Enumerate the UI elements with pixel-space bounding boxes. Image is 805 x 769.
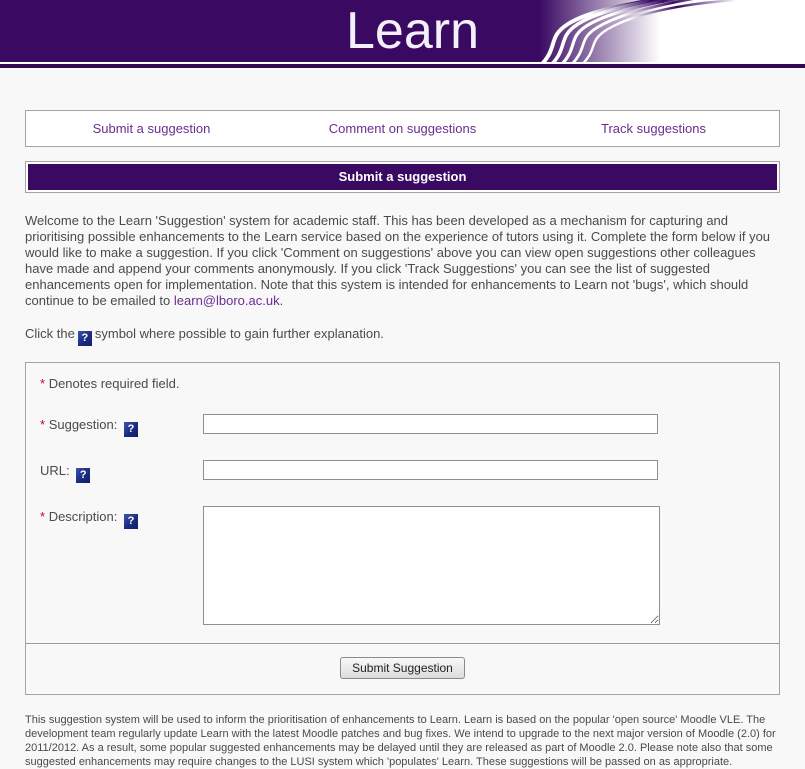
footer-note: This suggestion system will be used to inform the prioritisation of enhancements to Learn. Learn is based on the popular 'open source' Moodle VLE. The development team regularly update Learn with the latest Moodle patches and bug fixes. We intend to upgrade to the next major version of Moodle (2.0) for 2011/2012. As a result, some popular suggested enhancements may be delayed until they are released as part of Moodle 2.0. Please note also that some suggested enhancements may require changes to the LUSI system which 'populates' Learn. These suggestions will be passed on as appropriate. (25, 714, 776, 768)
header-banner (0, 0, 805, 64)
intro-text: Welcome to the Learn 'Suggestion' system for academic staff. This has been developed as a mechanism for capturing and prioritising possible enhancements to the Learn service based on the experience of tutors using it. Complete the form below if you would like to make a suggestion. If you click 'Comment on suggestions' above you can view open suggestions other colleagues have made and append your comments anonymously. If you click 'Track Suggestions' you can see the list of suggested enhancements open for implementation. Note that this system is intended for enhancements to Learn not 'bugs', which should continue to be emailed to (25, 213, 771, 308)
section-title-frame (25, 161, 780, 193)
help-hint-line (25, 326, 780, 346)
description-help-icon[interactable]: ? (124, 514, 138, 529)
submit-area (26, 644, 779, 694)
suggestion-input[interactable] (203, 414, 658, 434)
section-title: Submit a suggestion (28, 164, 777, 190)
required-field-note (26, 376, 779, 391)
suggestion-help-icon[interactable]: ? (124, 422, 138, 437)
suggestion-label-text: Suggestion: (48, 417, 118, 432)
required-asterisk: * (40, 509, 46, 524)
description-label-text: Description: (48, 509, 118, 524)
intro-paragraph (25, 213, 780, 309)
app-title: Learn (346, 2, 479, 60)
url-input[interactable] (203, 460, 658, 480)
suggestion-field-row (26, 414, 779, 437)
url-label (40, 460, 203, 483)
help-question-icon[interactable]: ? (78, 331, 92, 346)
help-hint-after: symbol where possible to gain further explanation. (94, 326, 384, 341)
required-note-text: Denotes required field. (48, 376, 180, 391)
nav-submit-a-suggestion[interactable]: Submit a suggestion (92, 121, 211, 136)
suggestion-form (25, 362, 780, 695)
learn-email-link[interactable]: learn@lboro.ac.uk (173, 293, 280, 308)
intro-text-end: . (279, 293, 284, 308)
description-textarea[interactable] (203, 506, 660, 625)
suggestion-label (40, 414, 203, 437)
submit-suggestion-button[interactable]: Submit Suggestion (340, 657, 465, 679)
suggestion-nav-bar (25, 110, 780, 147)
swoosh-logo-graphic (532, 0, 737, 64)
header-divider-rule (0, 64, 805, 68)
url-help-icon[interactable]: ? (76, 468, 90, 483)
help-hint-before: Click the (25, 326, 75, 341)
description-field-row (26, 506, 779, 625)
description-label (40, 506, 203, 529)
nav-comment-on-suggestions[interactable]: Comment on suggestions (328, 121, 477, 136)
url-field-row (26, 460, 779, 483)
nav-track-suggestions[interactable]: Track suggestions (600, 121, 706, 136)
required-asterisk: * (40, 376, 46, 391)
required-asterisk: * (40, 417, 46, 432)
url-label-text: URL: (40, 463, 70, 478)
